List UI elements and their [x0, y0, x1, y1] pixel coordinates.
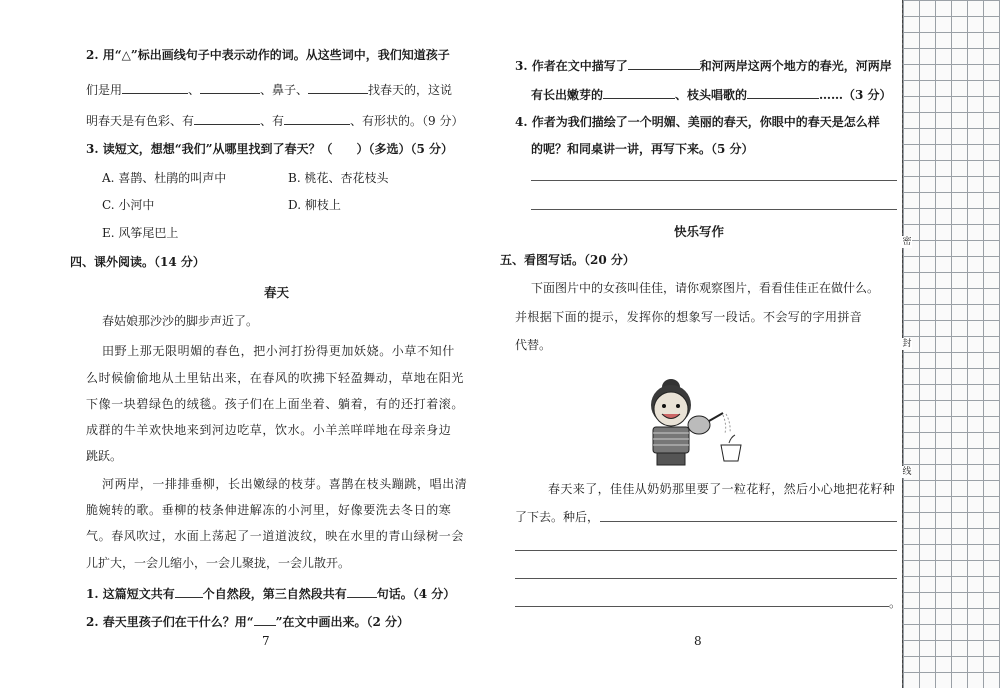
writing-section-title: 快乐写作: [674, 224, 725, 239]
story-line-2: 了下去。种后，: [515, 510, 600, 524]
article-line: 么时候偷偷地从土里钻出来，在春风的吹拂下轻盈舞动，草地在阳光: [86, 371, 465, 385]
q3-option-e[interactable]: E. 风筝尾巴上: [102, 226, 179, 240]
reading-q3-line1: 3. 作者在文中描写了 和河两岸这两个地方的春光，河两岸: [515, 56, 892, 74]
answer-blank[interactable]: [603, 85, 675, 99]
article-line: 下像一块碧绿色的绒毯。孩子们在上面坐着、躺着，有的还打着滚。: [86, 397, 465, 411]
article-title: 春天: [264, 285, 290, 300]
seal-char: 密: [902, 237, 912, 247]
reading-q4-line1: 4. 作者为我们描绘了一个明媚、美丽的春天，你眼中的春天是怎么样: [515, 115, 880, 129]
girl-watering-plant-illustration: [633, 373, 757, 469]
story-line-1: 春天来了，佳佳从奶奶那里要了一粒花籽，然后小心地把花籽种: [548, 482, 896, 496]
article-line: 气。春风吹过，水面上荡起了一道道波纹，映在水里的青山绿树一会: [86, 529, 465, 543]
q3-line1: 3. 读短文，想想“我们”从哪里找到了春天？（ ）（多选）（5 分）: [86, 142, 454, 156]
section-4-heading: 四、课外阅读。（14 分）: [70, 255, 205, 269]
reading-q4-line2: 的呢？和同桌讲一讲，再写下来。（5 分）: [531, 142, 754, 156]
section-5-heading: 五、看图写话。（20 分）: [500, 253, 635, 267]
page-number: 7: [262, 634, 270, 648]
seal-char: 线: [902, 467, 912, 477]
seal-char: 封: [902, 339, 912, 349]
prompt-line: 下面图片中的女孩叫佳佳，请你观察图片，看看佳佳正在做什么。: [531, 281, 880, 295]
end-period: 。: [889, 596, 902, 610]
q2-line3: 明春天是有色彩、有 、有 、有形状的。（9 分）: [86, 111, 463, 129]
q2-line2: 们是用 、 、鼻子、 找春天的，这说: [86, 80, 452, 98]
article-line: 脆婉转的歌。垂柳的枝条伸进解冻的小河里，好像要洗去冬日的寒: [86, 503, 452, 517]
page-number: 8: [694, 634, 702, 648]
answer-blank[interactable]: [628, 56, 700, 70]
q3-option-c[interactable]: C. 小河中: [102, 198, 155, 212]
reading-q2: 2. 春天里孩子们在干什么？用“ ”在文中画出来。（2 分）: [86, 612, 409, 630]
prompt-line: 代替。: [515, 338, 552, 352]
writing-line[interactable]: [515, 606, 889, 607]
writing-line[interactable]: [531, 180, 897, 181]
writing-line[interactable]: [515, 578, 897, 579]
q2-line1: 2. 用“△”标出画线句子中表示动作的词。从这些词中，我们知道孩子: [86, 48, 450, 62]
prompt-line: 并根据下面的提示，发挥你的想象写一段话。不会写的字用拼音: [515, 310, 863, 324]
writing-line[interactable]: [531, 209, 897, 210]
article-line: 跳跃。: [86, 449, 123, 463]
article-line: 成群的牛羊欢快地来到河边吃草，饮水。小羊羔咩咩地在母亲身边: [86, 423, 452, 437]
answer-blank[interactable]: [747, 85, 819, 99]
q3-option-d[interactable]: D. 柳枝上: [288, 198, 341, 212]
article-line: 河两岸，一排排垂柳，长出嫩绿的枝芽。喜鹊在枝头蹦跳，唱出清: [102, 477, 468, 491]
article-line: 儿扩大，一会儿缩小，一会儿聚拢，一会儿散开。: [86, 556, 351, 570]
article-line: 春姑娘那沙沙的脚步声近了。: [102, 314, 259, 328]
q3-option-b[interactable]: B. 桃花、杏花枝头: [288, 171, 389, 185]
grid-paper-strip: [902, 0, 1000, 688]
article-line: 田野上那无限明媚的春色，把小河打扮得更加妖娆。小草不知什: [102, 344, 455, 358]
reading-q3-line2: 有长出嫩芽的 、枝头唱歌的 ……（3 分）: [531, 85, 892, 103]
writing-line[interactable]: [600, 521, 897, 522]
reading-q1: 1. 这篇短文共有 个自然段，第三自然段共有 句话。（4 分）: [86, 584, 455, 602]
writing-line[interactable]: [515, 550, 897, 551]
q3-option-a[interactable]: A. 喜鹊、杜鹃的叫声中: [102, 171, 227, 185]
